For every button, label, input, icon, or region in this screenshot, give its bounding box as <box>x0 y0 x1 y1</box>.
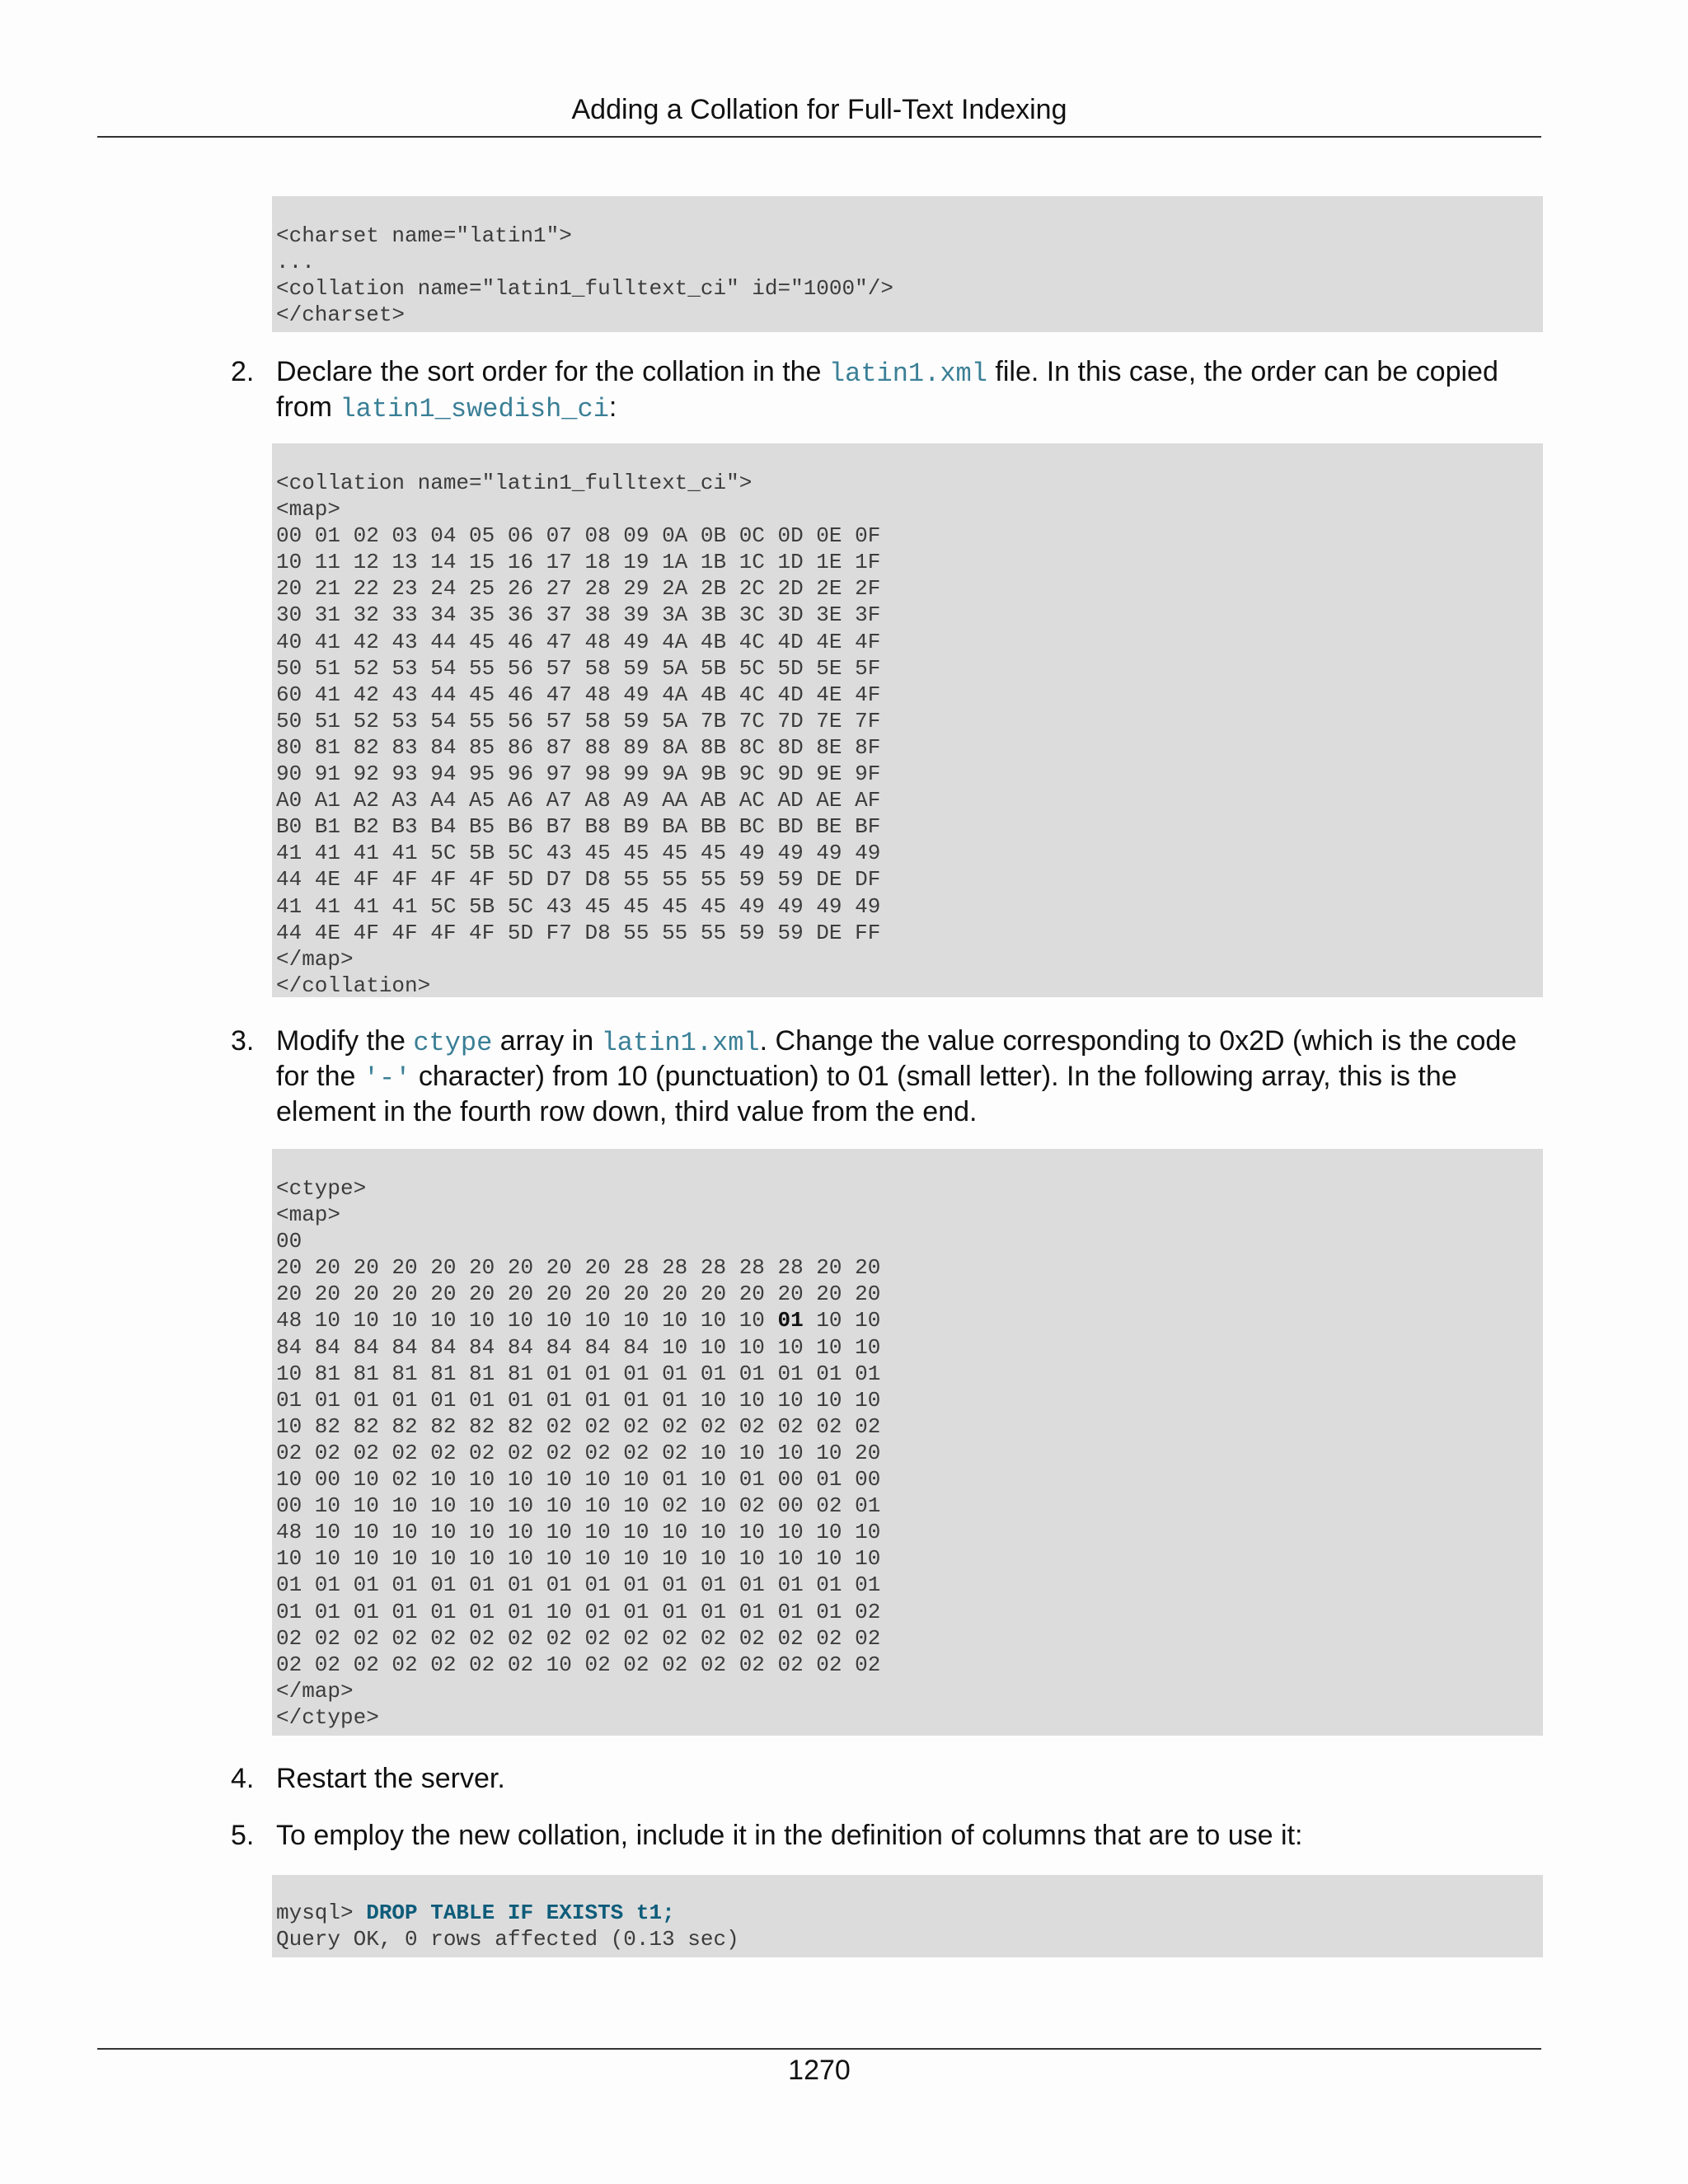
code-line: </map> <box>276 1678 354 1704</box>
code-line: <charset name="latin1"> <box>276 223 572 248</box>
ctype-link[interactable]: ctype <box>413 1028 493 1058</box>
text-run: Modify the <box>276 1025 414 1057</box>
code-line: 48 10 10 10 10 10 10 10 10 10 10 10 10 10 10 10 <box>276 1520 881 1545</box>
code-line: </collation> <box>276 972 431 998</box>
code-line: 01 01 01 01 01 01 01 01 01 01 01 10 10 10 10 10 <box>276 1387 881 1413</box>
row-suffix: 10 10 <box>803 1308 881 1333</box>
step-text <box>276 1024 1545 1128</box>
code-line: <map> <box>276 1202 341 1228</box>
code-line: 60 41 42 43 44 45 46 47 48 49 4A 4B 4C 4D 4E 4F <box>276 682 881 707</box>
code-line: </map> <box>276 946 354 972</box>
file-link-latin1-xml[interactable]: latin1.xml <box>601 1028 760 1058</box>
file-link-latin1-xml[interactable]: latin1.xml <box>828 359 987 389</box>
code-line: </charset> <box>276 302 406 328</box>
text-run: . Change the value corresponding to 0x2D (which is the code for the <box>276 1025 1517 1092</box>
code-line: 90 91 92 93 94 95 96 97 98 99 9A 9B 9C 9D 9E 9F <box>276 762 881 787</box>
code-block-mysql <box>272 1875 1543 1957</box>
text-run: array in <box>492 1025 602 1057</box>
code-line-result: Query OK, 0 rows affected (0.13 sec) <box>276 1927 739 1952</box>
code-line: 30 31 32 33 34 35 36 37 38 39 3A 3B 3C 3D 3E 3F <box>276 602 881 628</box>
code-line: 10 00 10 02 10 10 10 10 10 10 01 10 01 00 01 00 <box>276 1467 881 1493</box>
text-run: : <box>608 391 617 423</box>
code-line: <ctype> <box>276 1176 367 1201</box>
running-header: Adding a Collation for Full-Text Indexing <box>571 94 1067 125</box>
mysql-prompt: mysql> <box>276 1900 367 1925</box>
code-line: 02 02 02 02 02 02 02 02 02 02 02 10 10 10 10 20 <box>276 1440 881 1465</box>
code-line: 84 84 84 84 84 84 84 84 84 84 10 10 10 10 10 10 <box>276 1334 881 1360</box>
sql-command: DROP TABLE IF EXISTS t1; <box>366 1900 675 1925</box>
step-text: Restart the server. <box>276 1763 505 1794</box>
code-line: 41 41 41 41 5C 5B 5C 43 45 45 45 45 49 49 49 49 <box>276 893 881 919</box>
step-text: To employ the new collation, include it in the definition of columns that are to use it: <box>276 1820 1303 1851</box>
code-line: 01 01 01 01 01 01 01 10 01 01 01 01 01 01 01 02 <box>276 1599 881 1624</box>
code-line: 20 20 20 20 20 20 20 20 20 28 28 28 28 28 20 20 <box>276 1255 881 1281</box>
code-line: 44 4E 4F 4F 4F 4F 5D F7 D8 55 55 55 59 59 DE FF <box>276 920 881 945</box>
code-line: 41 41 41 41 5C 5B 5C 43 45 45 45 45 49 49 49 49 <box>276 841 881 866</box>
code-line: 00 <box>276 1229 302 1254</box>
step-number: 2. <box>231 356 255 387</box>
code-line: 40 41 42 43 44 45 46 47 48 49 4A 4B 4C 4D 4E 4F <box>276 629 881 654</box>
code-line: 50 51 52 53 54 55 56 57 58 59 5A 7B 7C 7D 7E 7F <box>276 708 881 733</box>
code-line: B0 B1 B2 B3 B4 B5 B6 B7 B8 B9 BA BB BC BD BE BF <box>276 814 881 840</box>
code-line: 20 20 20 20 20 20 20 20 20 20 20 20 20 20 20 20 <box>276 1282 881 1307</box>
text-run: Declare the sort order for the collation in the <box>276 356 829 387</box>
code-line: 00 01 02 03 04 05 06 07 08 09 0A 0B 0C 0D 0E 0F <box>276 523 881 549</box>
step-number: 4. <box>231 1763 255 1794</box>
code-block-collation-map <box>272 443 1543 997</box>
step-number: 5. <box>231 1820 255 1851</box>
hyphen-character-code: '-' <box>363 1063 411 1094</box>
footer-rule <box>97 2048 1541 2050</box>
code-line: 80 81 82 83 84 85 86 87 88 89 8A 8B 8C 8D 8E 8F <box>276 734 881 760</box>
code-line: A0 A1 A2 A3 A4 A5 A6 A7 A8 A9 AA AB AC AD AE AF <box>276 788 881 813</box>
code-line: 02 02 02 02 02 02 02 02 02 02 02 02 02 02 02 02 <box>276 1625 881 1651</box>
row-prefix: 48 10 10 10 10 10 10 10 10 10 10 10 10 <box>276 1308 778 1333</box>
step-number: 3. <box>231 1025 255 1057</box>
code-line: 10 10 10 10 10 10 10 10 10 10 10 10 10 10 10 10 <box>276 1546 881 1572</box>
code-line: 10 82 82 82 82 82 82 02 02 02 02 02 02 02 02 02 <box>276 1413 881 1439</box>
code-line: 44 4E 4F 4F 4F 4F 5D D7 D8 55 55 55 59 59 DE DF <box>276 867 881 893</box>
collation-link-latin1-swedish-ci[interactable]: latin1_swedish_ci <box>340 394 609 424</box>
page-number: 1270 <box>788 2055 851 2086</box>
code-line: 00 10 10 10 10 10 10 10 10 10 02 10 02 00 02 01 <box>276 1493 881 1519</box>
code-line: 10 81 81 81 81 81 81 01 01 01 01 01 01 01 01 01 <box>276 1361 881 1386</box>
highlighted-value: 01 <box>777 1308 804 1333</box>
code-line: 02 02 02 02 02 02 02 10 02 02 02 02 02 02 02 02 <box>276 1652 881 1677</box>
code-line-highlighted <box>276 1307 1543 1333</box>
code-line: 10 11 12 13 14 15 16 17 18 19 1A 1B 1C 1D 1E 1F <box>276 550 881 575</box>
text-run: character) from 10 (punctuation) to 01 (small letter). In the following array, this is the element in the fourth row down, third value from the end. <box>276 1061 1457 1127</box>
code-line: 50 51 52 53 54 55 56 57 58 59 5A 5B 5C 5D 5E 5F <box>276 655 881 681</box>
code-line: ... <box>276 250 315 275</box>
code-line: <collation name="latin1_fulltext_ci" id="1000"/> <box>276 276 893 302</box>
text-run: file. In this case, the order can be copied from <box>276 356 1498 423</box>
code-line-command <box>276 1900 1543 1926</box>
header-rule <box>97 136 1541 138</box>
code-line: </ctype> <box>276 1704 379 1730</box>
code-line: <collation name="latin1_fulltext_ci"> <box>276 471 753 495</box>
step-text <box>276 355 1545 426</box>
code-block-charset <box>272 196 1543 332</box>
code-line: 20 21 22 23 24 25 26 27 28 29 2A 2B 2C 2D 2E 2F <box>276 576 881 602</box>
code-line: 01 01 01 01 01 01 01 01 01 01 01 01 01 01 01 01 <box>276 1572 881 1598</box>
code-line: <map> <box>276 497 341 523</box>
code-block-ctype-map <box>272 1149 1543 1736</box>
